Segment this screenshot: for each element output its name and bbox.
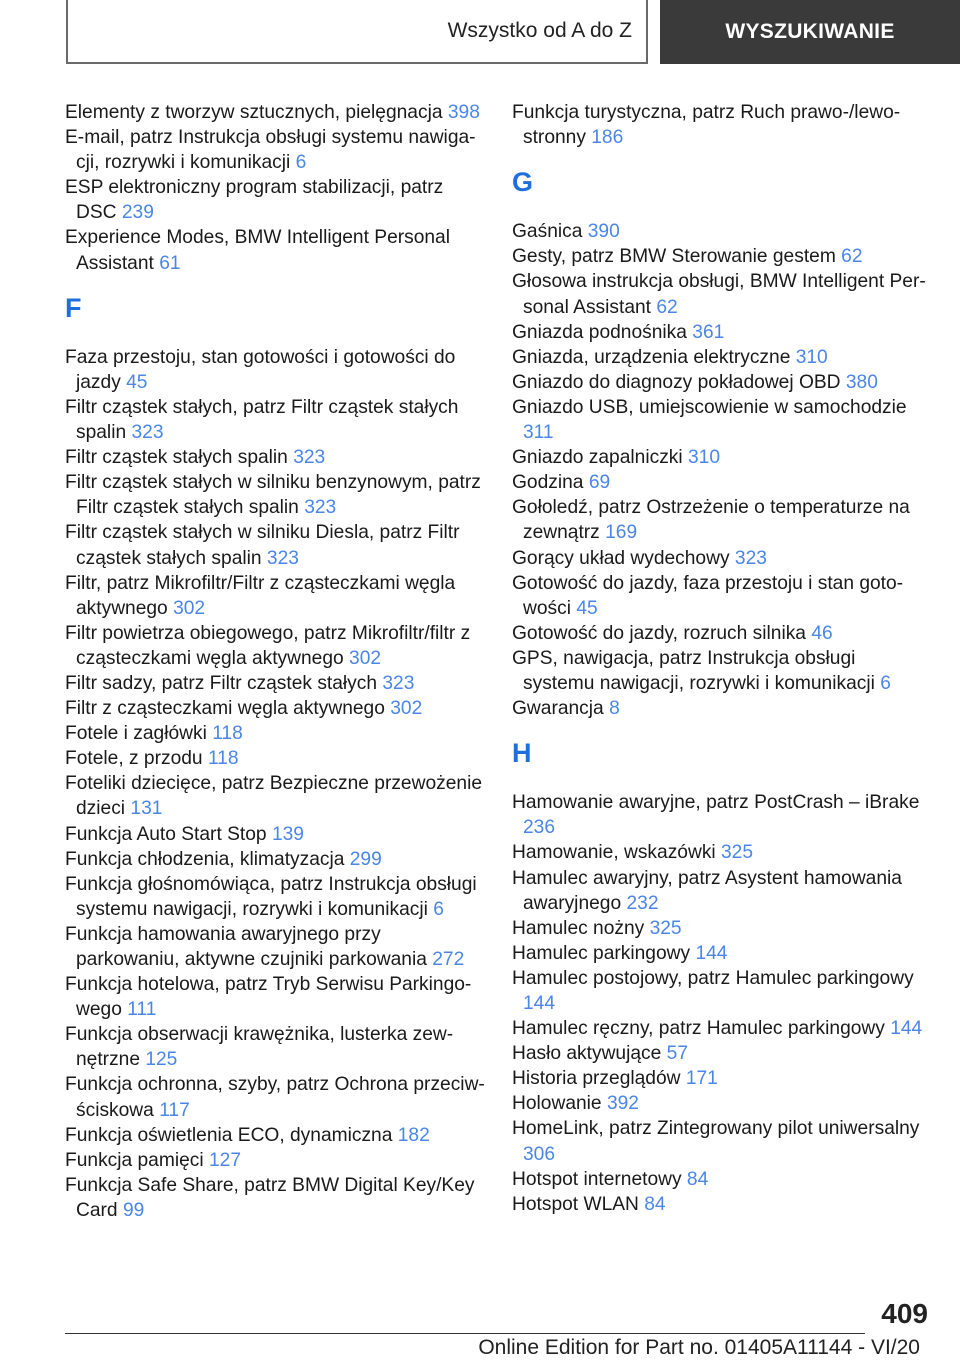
index-entry <box>512 1167 932 1192</box>
entry-text: Filtr, patrz Mikrofiltr/Filtr z cząsteczkami węgla aktywnego <box>65 572 456 619</box>
index-entry <box>65 696 485 721</box>
index-entry <box>512 840 932 865</box>
page-link[interactable]: 302 <box>390 698 423 720</box>
index-entry <box>65 1148 485 1173</box>
page-number: 409 <box>881 1298 928 1329</box>
page-link[interactable]: 171 <box>685 1068 718 1090</box>
page-link[interactable]: 302 <box>173 597 206 619</box>
index-entry <box>512 320 932 345</box>
index-entry <box>65 175 485 225</box>
page-link[interactable]: 380 <box>845 371 878 393</box>
entry-text: Gorący układ wydechowy <box>512 547 730 569</box>
index-entry <box>512 1192 932 1217</box>
entry-text: Funkcja Auto Start Stop <box>65 823 267 845</box>
section-letter: G <box>512 167 534 198</box>
entry-text: Foteliki dziecięce, patrz Bezpieczne przewożenie dzieci <box>65 773 483 820</box>
page-link[interactable]: 57 <box>666 1043 688 1065</box>
page-link[interactable]: 84 <box>686 1168 709 1190</box>
entry-text: Funkcja głośnomówiąca, patrz Instrukcja obsługi systemu nawigacji, rozrywki i komunikacji <box>65 873 477 920</box>
index-entry <box>65 847 485 872</box>
index-entry <box>65 721 485 746</box>
entry-text: Filtr powietrza obiegowego, patrz Mikrofiltr/filtr z cząsteczkami węgla aktywnego <box>65 622 471 669</box>
page-link[interactable]: 232 <box>626 892 659 914</box>
index-entry <box>65 520 485 570</box>
index-entry <box>65 395 485 445</box>
page-link[interactable]: 323 <box>266 547 299 569</box>
page-link[interactable]: 69 <box>588 472 611 494</box>
page-link[interactable]: 323 <box>131 422 164 444</box>
index-entry <box>512 395 932 445</box>
page-link[interactable]: 390 <box>587 221 620 243</box>
index-entry <box>512 966 932 1016</box>
entry-text: Filtr cząstek stałych, patrz Filtr cząstek stałych spalin <box>65 396 459 444</box>
entry-text: Elementy z tworzyw sztucznych, pielęgnacja <box>65 102 443 123</box>
entry-text: Gniazdo USB, umiejscowienie w samochodzie <box>512 396 907 418</box>
page-link[interactable]: 311 <box>523 422 554 444</box>
page-link[interactable]: 310 <box>795 346 828 368</box>
page-link[interactable]: 61 <box>159 252 181 274</box>
entry-text: GPS, nawigacja, patrz Instrukcja obsługi systemu nawigacji, rozrywki i komunikacji <box>512 647 875 694</box>
entry-text: Funkcja pamięci <box>65 1149 204 1171</box>
index-entry <box>65 872 485 922</box>
entry-text: Faza przestoju, stan gotowości i gotowości do jazdy <box>65 346 456 393</box>
entry-text: Funkcja obserwacji krawężnika, lusterka zewnętrzne <box>65 1024 454 1071</box>
page-link[interactable]: 111 <box>127 999 157 1021</box>
entry-text: Fotele, z przodu <box>65 748 203 770</box>
index-entry <box>512 1066 932 1091</box>
page-link[interactable]: 272 <box>432 949 465 970</box>
page-link[interactable]: 144 <box>695 942 728 964</box>
page-link[interactable]: 236 <box>523 817 556 839</box>
index-entry <box>512 646 932 696</box>
page-link[interactable]: 118 <box>212 723 243 745</box>
entry-text: Hamulec ręczny, patrz Hamulec parkingowy <box>512 1018 885 1040</box>
entry-text: Hamowanie, wskazówki <box>512 842 716 864</box>
index-entry <box>65 225 485 275</box>
index-entry <box>512 269 932 319</box>
index-entry <box>65 1072 485 1122</box>
index-entry <box>65 1173 485 1223</box>
index-entry <box>512 916 932 941</box>
entry-text: Gotowość do jazdy, rozruch silnika <box>512 622 806 644</box>
entry-text: Filtr sadzy, patrz Filtr cząstek stałych <box>65 672 378 694</box>
page-link[interactable]: 310 <box>688 447 721 469</box>
page-link[interactable]: 392 <box>606 1093 639 1115</box>
index-entry <box>65 100 485 125</box>
header-tab-search[interactable] <box>660 0 960 64</box>
page-link[interactable]: 323 <box>734 547 767 569</box>
page-link[interactable]: 125 <box>145 1049 178 1071</box>
page-link[interactable]: 117 <box>159 1099 190 1121</box>
page-link[interactable]: 139 <box>271 823 304 845</box>
entry-text: Hamulec awaryjny, patrz Asystent hamowania awaryjnego <box>512 867 902 914</box>
entry-text: Hasło aktywujące <box>512 1043 662 1065</box>
entry-text: Funkcja Safe Share, patrz BMW Digital Key/Key Card <box>65 1174 475 1221</box>
index-entry <box>65 445 485 470</box>
page-link[interactable]: 8 <box>609 698 620 720</box>
header-tab-a-to-z[interactable] <box>66 0 648 64</box>
page-link[interactable]: 323 <box>382 672 415 694</box>
entry-text: Gniazda, urządzenia elektryczne <box>512 346 791 368</box>
page-link[interactable]: 6 <box>880 672 891 694</box>
page-link[interactable]: 169 <box>605 522 638 544</box>
page-link[interactable]: 45 <box>126 371 148 393</box>
entry-text: Funkcja turystyczna, patrz Ruch prawo-/lewostronny <box>512 102 901 149</box>
page-link[interactable]: 182 <box>397 1124 430 1146</box>
index-entry <box>65 922 485 972</box>
index-entry <box>512 790 932 840</box>
entry-text: Filtr cząstek stałych w silniku Diesla, patrz Filtr cząstek stałych spalin <box>65 522 460 569</box>
header-tab-label: Wszystko od A do Z <box>447 19 632 42</box>
entry-text: Hamulec nożny <box>512 917 645 939</box>
index-entry <box>65 972 485 1022</box>
entry-text: Filtr cząstek stałych spalin <box>65 447 288 469</box>
page-link[interactable]: 323 <box>293 447 326 469</box>
entry-text: Funkcja oświetlenia ECO, dynamiczna <box>65 1124 393 1146</box>
page-link[interactable]: 131 <box>130 798 163 820</box>
entry-text: Godzina <box>512 472 584 494</box>
page-link[interactable]: 299 <box>349 848 382 870</box>
section-letter: H <box>512 738 532 769</box>
page-link[interactable]: 186 <box>591 127 624 149</box>
footer-edition: Online Edition for Part no. 01405A11144 - VI/20 <box>478 1336 920 1359</box>
index-entry <box>512 1041 932 1066</box>
entry-text: Holowanie <box>512 1093 602 1115</box>
index-entry <box>65 1022 485 1072</box>
index-entry <box>65 345 485 395</box>
entry-text: Funkcja hamowania awaryjnego przy parkowaniu, aktywne czujniki parkowania <box>65 923 427 970</box>
page-link[interactable]: 325 <box>649 917 682 939</box>
index-entry <box>65 125 485 175</box>
entry-text: Hotspot WLAN <box>512 1193 639 1215</box>
page-link[interactable]: 323 <box>304 497 337 519</box>
index-entry <box>512 445 932 470</box>
entry-text: Experience Modes, BMW Intelligent Personal Assistant <box>65 227 450 274</box>
index-entry <box>512 345 932 370</box>
entry-text: E-mail, patrz Instrukcja obsługi systemu nawigacji, rozrywki i komunikacji <box>65 127 476 174</box>
page-link[interactable]: 6 <box>433 898 444 920</box>
page-link[interactable]: 144 <box>523 993 556 1014</box>
page-link[interactable]: 84 <box>644 1193 666 1215</box>
page-link[interactable]: 239 <box>121 202 154 224</box>
entry-text: Hamulec postojowy, patrz Hamulec parkingowy <box>512 967 914 989</box>
index-entry <box>65 621 485 671</box>
page-link[interactable]: 46 <box>811 622 833 644</box>
index-entry <box>512 470 932 495</box>
index-entry <box>65 571 485 621</box>
page-link[interactable]: 62 <box>656 296 678 318</box>
index-entry <box>512 1016 932 1041</box>
index-entry <box>512 495 932 545</box>
index-entry <box>65 470 485 520</box>
entry-text: Gniazdo do diagnozy pokładowej OBD <box>512 371 841 393</box>
page-link[interactable]: 118 <box>207 748 239 770</box>
index-entry <box>512 571 932 621</box>
entry-text: ESP elektroniczny program stabilizacji, patrz DSC <box>65 177 444 224</box>
entry-text: Gniazdo zapalniczki <box>512 447 683 469</box>
index-entry <box>512 621 932 646</box>
page-link[interactable]: 144 <box>890 1018 923 1040</box>
index-column-right <box>512 100 932 1217</box>
entry-text: Historia przeglądów <box>512 1068 681 1090</box>
page-link[interactable]: 302 <box>349 647 382 669</box>
entry-text: HomeLink, patrz Zintegrowany pilot uniwersalny <box>512 1118 920 1140</box>
page-link[interactable]: 127 <box>208 1149 241 1171</box>
index-entry <box>65 771 485 821</box>
index-entry <box>512 100 932 150</box>
index-entry <box>65 822 485 847</box>
entry-text: Hamowanie awaryjne, patrz PostCrash – iBrake <box>512 792 920 814</box>
entry-text: Filtr cząstek stałych w silniku benzynowym, patrz Filtr cząstek stałych spalin <box>65 472 481 519</box>
entry-text: Gotowość do jazdy, faza przestoju i stan gotowości <box>512 572 904 619</box>
page-link[interactable]: 325 <box>721 842 754 864</box>
index-entry <box>512 1116 932 1166</box>
index-entry <box>512 244 932 269</box>
index-entry <box>512 1091 932 1116</box>
entry-text: Głosowa instrukcja obsługi, BMW Intelligent Personal Assistant <box>512 271 926 318</box>
page-link[interactable]: 62 <box>841 246 863 268</box>
entry-text: Hamulec parkingowy <box>512 942 691 964</box>
index-entry <box>65 671 485 696</box>
entry-text: Funkcja ochronna, szyby, patrz Ochrona przeciwściskowa <box>65 1074 485 1121</box>
section-letter: F <box>65 292 82 323</box>
index-entry <box>512 866 932 916</box>
index-entry <box>512 941 932 966</box>
entry-text: Gaśnica <box>512 221 583 243</box>
entry-text: Gesty, patrz BMW Sterowanie gestem <box>512 246 836 268</box>
entry-text: Hotspot internetowy <box>512 1168 682 1190</box>
index-entry <box>512 370 932 395</box>
footer-divider <box>65 1333 865 1334</box>
page-link[interactable]: 306 <box>523 1143 556 1165</box>
page-link[interactable]: 45 <box>576 597 598 619</box>
entry-text: Funkcja hotelowa, patrz Tryb Serwisu Parkingowego <box>65 974 472 1021</box>
index-entry <box>512 696 932 721</box>
page-link[interactable]: 361 <box>692 321 725 343</box>
page-link[interactable]: 6 <box>295 152 307 174</box>
entry-text: Gołoledź, patrz Ostrzeżenie o temperaturze na zewnątrz <box>512 497 910 544</box>
index-entry <box>65 746 485 771</box>
entry-text: Gwarancja <box>512 698 604 720</box>
entry-text: Funkcja chłodzenia, klimatyzacja <box>65 848 345 870</box>
page-link[interactable]: 398 <box>447 102 480 123</box>
page-link[interactable]: 99 <box>122 1199 145 1221</box>
index-entry <box>512 546 932 571</box>
entry-text: Filtr z cząsteczkami węgla aktywnego <box>65 698 385 720</box>
entry-text: Gniazda podnośnika <box>512 321 687 343</box>
index-column-left <box>65 100 485 1223</box>
entry-text: Fotele i zagłówki <box>65 723 207 745</box>
header-active-label: WYSZUKIWANIE <box>725 20 895 43</box>
index-entry <box>65 1123 485 1148</box>
index-entry <box>512 219 932 244</box>
